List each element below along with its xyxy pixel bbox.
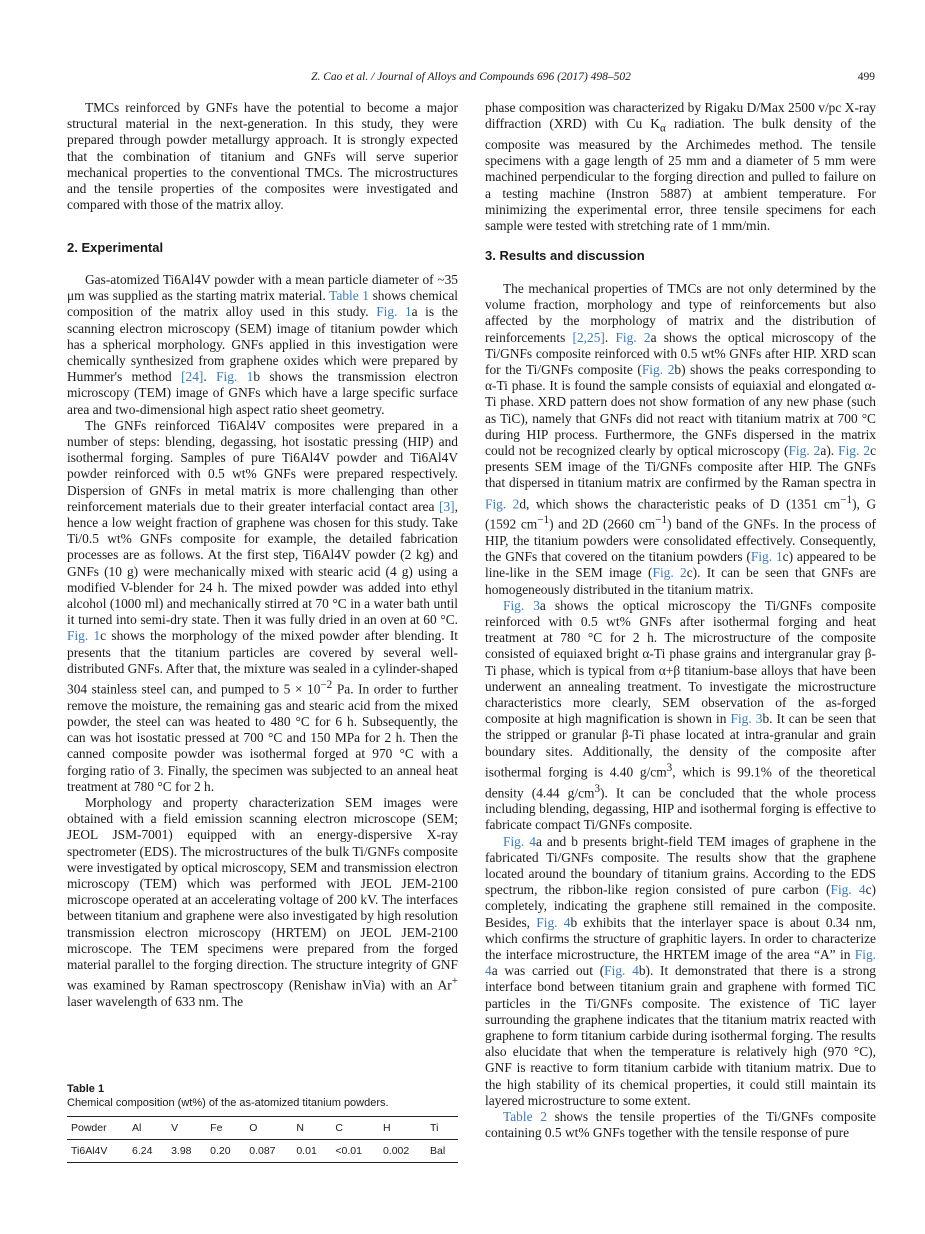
section-heading-experimental: 2. Experimental: [67, 240, 164, 255]
table-cell: Bal: [430, 1145, 446, 1157]
ref-table-1[interactable]: Table 1: [329, 288, 369, 304]
table-header-cell: Al: [132, 1122, 142, 1134]
table-cell: 0.002: [382, 1145, 410, 1157]
table-cell: 0.087: [249, 1145, 276, 1157]
right-column-top: [485, 100, 876, 234]
ref-fig-4b[interactable]: Fig. 4: [604, 963, 639, 979]
ref-fig-2a[interactable]: Fig. 2: [788, 443, 821, 459]
ref-fig-4a[interactable]: Fig. 4: [503, 833, 536, 849]
table-header-row: [67, 1117, 458, 1140]
ref-fig-2c[interactable]: Fig. 2: [838, 443, 871, 459]
table-label: Table 1: [67, 1083, 105, 1095]
ref-fig-1c[interactable]: Fig. 1: [750, 549, 783, 565]
table-header-cell: N: [296, 1122, 304, 1134]
results-paragraph-1: The mechanical properties of TMCs are not only determined by the volume fraction, morphology and type of reinforcements but also affected by the morphology of matrix and the distribution of reinforcements [2,25]. Fig. 2a shows the optical microscopy of the Ti/GNFs composite reinforced with 0.5 wt% GNFs after HIP. XRD scan for the Ti/GNFs composite (Fig. 2b) shows the peaks corresponding to α-Ti phase. It is found the sample consists of equiaxial and elongated α-Ti phase. XRD pattern does not show formation of any new phase (such as TiC), namely that GNFs did not react with titanium matrix at 700 °C during HIP process. Furthermore, the GNFs dispersed in the matrix could not be recognized clearly by optical microscopy (Fig. 2a). Fig. 2c presents SEM image of the Ti/GNFs composite after HIP. The GNFs that dispersed in titanium matrix are confirmed by the Raman spectra in Fig. 2d, which shows the characteristic peaks of D (1351 $cm^{-1}$), G (1592 $cm^{-1}$) and 2D (2660 $cm^{-1}$) band of the GNFs. In the process of HIP, the titanium powders were consolidated effectively. Consequently, the GNFs that covered on the titanium powders (Fig. 1c) appeared to be line-like in the SEM image (Fig. 2c). It can be seen that GNFs are homogeneously distributed in the titanium matrix.: [485, 281, 877, 597]
table-cell: <0.01: [335, 1145, 362, 1157]
table-cell: 0.20: [210, 1145, 231, 1157]
ref-fig-3b[interactable]: Fig. 3: [730, 711, 763, 727]
table-header-cell: Powder: [71, 1122, 107, 1134]
table-row: [67, 1140, 458, 1163]
ref-fig-4a[interactable]: Fig. 4: [485, 947, 876, 979]
results-paragraph-4: Table 2 shows the tensile properties of the Ti/GNFs composite containing 0.5 wt% GNFs together with the tensile response of pure: [485, 1109, 876, 1141]
table-cell: 0.01: [296, 1145, 317, 1157]
table-cell: 6.24: [132, 1145, 153, 1157]
experimental-body: [67, 272, 458, 1010]
left-column: [67, 100, 458, 213]
ref-3[interactable]: [3]: [439, 498, 455, 514]
table-cell: Ti6Al4V: [71, 1145, 108, 1157]
results-body: [485, 281, 876, 1141]
ref-table-2[interactable]: Table 2: [503, 1109, 547, 1125]
experimental-paragraph-2: The GNFs reinforced Ti6Al4V composites were prepared in a number of steps: blending, degassing, hot isostatic pressing (HIP) and isothermal forging. Samples of pure Ti6Al4V powder and Ti6Al4V powder reinforced with 0.5 wt% GNFs were prepared respectively. Dispersion of GNFs in metal matrix is more challenging than other reinforcement materials due to their greater interfacial contact area [3], hence a low weight fraction of graphene was chosen for this study. Take Ti/0.5 wt% GNFs composite for example, the detailed fabrication processes are as follows. At the first step, Ti6Al4V powder (2 kg) and GNFs (10 g) were mechanically mixed with stearic acid (4 g) using a modified V-blender for 24 h. The mixed powder was added into ethyl alcohol (1000 ml) and mechanically stirred at 70 °C in a water bath until it turned into semi-dry state. Then it was fully dried in an oven at 60 °C. Fig. 1c shows the morphology of the mixed powder after blending. It presents that the titanium particles are covered by several well-distributed GNFs. After that, the mixture was sealed in a cylinder-shaped 304 stainless steel can, and pumped to $5 \times 10^{-2}$ Pa. In order to further remove the moisture, the remaining gas and stearic acid from the mixed powder, the steel can was heated to 480 °C for 6 h. Subsequently, the can was hot isostatic pressed at 700 °C and 150 MPa for 2 h. Then the canned composite powder was isothermal forged at 970 °C with a forging ratio of 3. Finally, the specimen was subjected to an anneal heat treatment at 780 °C for 2 h.: [67, 417, 459, 794]
section-heading-results: 3. Results and discussion: [485, 248, 645, 263]
table-header-cell: H: [382, 1122, 391, 1134]
table-cell: 3.98: [171, 1145, 192, 1157]
table-1: [67, 1082, 458, 1163]
ref-fig-4b[interactable]: Fig. 4: [536, 914, 571, 930]
ref-fig-4c[interactable]: Fig. 4: [830, 882, 866, 898]
journal-citation: Z. Cao et al. / Journal of Alloys and Compounds 696 (2017) 498–502: [311, 71, 631, 83]
methods-continuation: phase composition was characterized by Rigaku D/Max 2500 v/pc X-ray diffraction (XRD) with Cu $K_\alpha$ radiation. The bulk density of the composite was measured by the Archimedes method. The tensile specimens with a gage length of 25 mm and a diameter of 5 mm were machined perpendicular to the forging direction and pulled to failure on a testing machine (Instron 5887) at ambient temperature. For minimizing the experimental error, three tensile specimens for each sample were tested with stretching rate of 1 mm/min.: [485, 100, 876, 234]
table-header-cell: Fe: [210, 1122, 223, 1134]
table-caption: Chemical composition (wt%) of the as-atomized titanium powders.: [67, 1097, 389, 1109]
ref-fig-2d[interactable]: Fig. 2: [485, 496, 520, 512]
ref-fig-2b[interactable]: Fig. 2: [641, 362, 675, 378]
running-head: [67, 71, 875, 87]
table-header-cell: V: [171, 1122, 179, 1134]
table-header-cell: O: [249, 1122, 258, 1134]
experimental-paragraph-3: Morphology and property characterization SEM images were obtained with a field emission scanning electron microscope (SEM; JEOL JSM-7001) equipped with an energy-dispersive X-ray spectrometer (EDS). The microstructures of the bulk Ti/GNFs composite were investigated by optical microscopy, SEM and transmission electron microscopy (TEM) which was performed with JEOL JEM-2100 microscope operated at an accelerating voltage of 200 kV. The interfaces between titanium and graphene were also investigated by high resolution transmission electron microscopy (HRTEM) on JEOL JEM-2100 microscope. The TEM specimens were prepared from the forged material parallel to the forging direction. The structure integrity of GNF was examined by Raman spectroscopy (Renishaw inVia) with an Ar+ laser wavelength of 633 nm. The: [67, 794, 458, 1009]
ref-24[interactable]: [24]: [181, 369, 204, 385]
ref-fig-1a[interactable]: Fig. 1: [376, 304, 412, 320]
results-paragraph-3: Fig. 4a and b presents bright-field TEM images of graphene in the fabricated Ti/GNFs composite. The results show that the graphene located around the boundary of titanium grains. According to the EDS spectrum, the ribbon-like region consisted of pure carbon (Fig. 4c) completely, indicating the graphene still remained in the composite. Besides, Fig. 4b exhibits that the interlayer space is about 0.34 nm, which confirms the structure of graphitic layers. In order to characterize the interface microstructure, the HRTEM image of the area “A” in Fig. 4a was carried out (Fig. 4b). It demonstrated that there is a strong interface bond between titanium grain and graphene with formed TiC particles in the Ti/GNFs composite. The existence of TiC layer surrounding the graphene indicates that the titanium matrix reacted with graphene to form titanium carbide during isothermal forging. The results also elucidate that when the temperature is relatively high (970 °C), GNF is reactive to form titanium carbide with titanium matrix. Due to the high stability of its chemical properties, it could still maintain its layered microstructure to some extent.: [485, 833, 876, 1108]
ref-fig-1b[interactable]: Fig. 1: [216, 369, 254, 385]
ref-2-25[interactable]: [2,25]: [572, 329, 605, 345]
intro-paragraph: TMCs reinforced by GNFs have the potential to become a major structural material in the next-generation. In this study, they were prepared through powder metallurgy approach. It is strongly expected that the combination of titanium and GNFs will serve superior mechanical properties to the conventional TMCs. The microstructures and the tensile properties of the composites were investigated and compared with those of the matrix alloy.: [67, 100, 458, 213]
experimental-paragraph-1: Gas-atomized Ti6Al4V powder with a mean particle diameter of ~35 μm was supplied as the starting matrix material. Table 1 shows chemical composition of the matrix alloy used in this study. Fig. 1a is the scanning electron microscopy (SEM) image of titanium powder which has a spherical morphology. GNFs applied in this investigation were chemically synthesized from graphene oxides which were prepared by Hummer's method [24]. Fig. 1b shows the transmission electron microscopy (TEM) image of GNFs which have a large specific surface area and two-dimensional high aspect ratio sheet geometry.: [67, 272, 458, 417]
ref-fig-2c[interactable]: Fig. 2: [652, 565, 687, 581]
composition-table: [67, 1116, 458, 1163]
page-number: 499: [857, 71, 875, 83]
ref-fig-2a[interactable]: Fig. 2: [615, 329, 651, 345]
ref-fig-1c[interactable]: Fig. 1: [67, 628, 101, 644]
table-header-cell: Ti: [430, 1122, 439, 1134]
results-paragraph-2: Fig. 3a shows the optical microscopy the Ti/GNFs composite reinforced with 0.5 wt% GNFs after isothermal forging and heat treatment at 780 °C for 2 h. The microstructure of the composite consisted of equiaxed bright α-Ti phase grains and intergranular gray β-Ti phase, which is typical from α+β titanium-base alloys that have been underwent an annealing treatment. To investigate the microstructure characteristics more clearly, SEM observation of the as-forged composite at high magnification is shown in Fig. 3b. It can be seen that the stripped or granular β-Ti phase located at intra-granular and grain boundary sites. Additionally, the density of the composite after isothermal forging is 4.40 $g/cm^3$, which is 99.1% of the theoretical density (4.44 $g/cm^3$). It can be concluded that the whole process including blending, degassing, HIP and isothermal forging is effective to fabricate compact Ti/GNFs composite.: [485, 597, 877, 833]
table-header-cell: C: [335, 1122, 344, 1134]
ref-fig-3a[interactable]: Fig. 3: [503, 597, 540, 613]
